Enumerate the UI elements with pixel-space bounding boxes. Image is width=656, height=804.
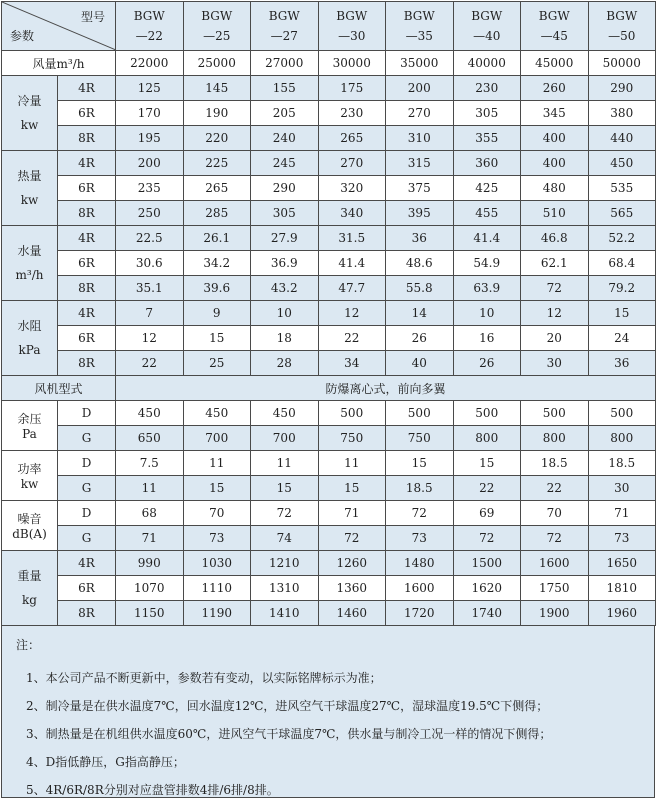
table-cell: 39.6	[183, 276, 251, 301]
row-sub-label: G	[58, 426, 116, 451]
table-cell: 1900	[521, 601, 589, 626]
row-group-label-line: 重量	[17, 569, 42, 583]
table-cell: 565	[588, 201, 656, 226]
row-group-label-line: 冷量	[17, 94, 42, 108]
table-cell: 500	[318, 401, 386, 426]
table-cell: 72	[521, 526, 589, 551]
table-cell: 26	[453, 351, 521, 376]
row-sub-label: 4R	[58, 151, 116, 176]
table-cell: 18.5	[386, 476, 454, 501]
table-cell: 72	[386, 501, 454, 526]
table-cell: 450	[116, 401, 184, 426]
table-cell: 340	[318, 201, 386, 226]
table-cell: 15	[588, 301, 656, 326]
table-cell: 72	[318, 526, 386, 551]
table-cell: 7	[116, 301, 184, 326]
table-cell: 380	[588, 101, 656, 126]
table-cell: 190	[183, 101, 251, 126]
fan-type-row	[2, 376, 656, 401]
airflow-label	[2, 51, 116, 76]
table-cell: 20	[521, 326, 589, 351]
table-row	[2, 126, 656, 151]
airflow-label-text: 风量m³/h	[32, 56, 85, 71]
table-cell: 450	[588, 151, 656, 176]
table-row	[2, 526, 656, 551]
table-cell: 16	[453, 326, 521, 351]
table-cell: 265	[318, 126, 386, 151]
row-sub-label: 8R	[58, 601, 116, 626]
table-cell: 48.6	[386, 251, 454, 276]
table-cell: 72	[521, 276, 589, 301]
table-cell: 7.5	[116, 451, 184, 476]
model-size: —50	[608, 29, 636, 43]
table-cell: 305	[453, 101, 521, 126]
table-cell: 15	[453, 451, 521, 476]
spec-table	[1, 1, 656, 626]
table-cell: 70	[183, 501, 251, 526]
notes-title: 注：	[16, 638, 41, 652]
table-cell: 320	[318, 176, 386, 201]
table-cell: 1310	[251, 576, 319, 601]
row-group-label	[2, 226, 58, 301]
table-row	[2, 226, 656, 251]
table-cell: 290	[251, 176, 319, 201]
table-cell: 400	[521, 126, 589, 151]
table-cell: 27.9	[251, 226, 319, 251]
model-size: —27	[270, 29, 298, 43]
table-cell: 73	[183, 526, 251, 551]
table-cell: 62.1	[521, 251, 589, 276]
table-cell: 230	[318, 101, 386, 126]
row-sub-label: 6R	[58, 101, 116, 126]
table-cell: 170	[116, 101, 184, 126]
table-cell: 36	[588, 351, 656, 376]
row-sub-label: 6R	[58, 576, 116, 601]
model-header	[521, 2, 589, 51]
table-cell: 24	[588, 326, 656, 351]
table-cell: 25	[183, 351, 251, 376]
table-cell: 175	[318, 76, 386, 101]
table-cell: 10	[251, 301, 319, 326]
table-row	[2, 426, 656, 451]
table-cell: 1600	[521, 551, 589, 576]
table-cell: 990	[116, 551, 184, 576]
note-item: 5、4R/6R/8R分别对应盘管排数4排/6排/8排。	[26, 783, 279, 797]
table-cell: 1030	[183, 551, 251, 576]
table-cell: 155	[251, 76, 319, 101]
notes-section	[1, 626, 655, 798]
airflow-value: 30000	[318, 51, 386, 76]
row-group-label-line: kw	[20, 193, 39, 207]
row-sub-label: 4R	[58, 76, 116, 101]
table-cell: 250	[116, 201, 184, 226]
airflow-row	[2, 51, 656, 76]
model-size: —40	[473, 29, 501, 43]
row-group-label-line: 功率	[17, 462, 42, 476]
table-row	[2, 451, 656, 476]
table-cell: 1810	[588, 576, 656, 601]
corner-model-label: 型号	[80, 10, 105, 24]
fan-type-value: 防爆离心式，前向多翼	[116, 376, 656, 401]
model-series: BGW	[538, 9, 570, 23]
table-cell: 315	[386, 151, 454, 176]
table-cell: 69	[453, 501, 521, 526]
model-header	[116, 2, 184, 51]
table-cell: 240	[251, 126, 319, 151]
model-header	[453, 2, 521, 51]
table-cell: 1150	[116, 601, 184, 626]
row-sub-label: 4R	[58, 226, 116, 251]
row-sub-label: G	[58, 476, 116, 501]
table-cell: 71	[116, 526, 184, 551]
table-cell: 800	[453, 426, 521, 451]
header-row	[2, 2, 656, 51]
table-cell: 285	[183, 201, 251, 226]
table-cell: 12	[318, 301, 386, 326]
table-cell: 265	[183, 176, 251, 201]
table-cell: 750	[318, 426, 386, 451]
table-row	[2, 551, 656, 576]
table-cell: 35.1	[116, 276, 184, 301]
table-cell: 400	[521, 151, 589, 176]
table-cell: 125	[116, 76, 184, 101]
model-header	[183, 2, 251, 51]
table-row	[2, 301, 656, 326]
table-row	[2, 176, 656, 201]
table-cell: 11	[183, 451, 251, 476]
table-cell: 1960	[588, 601, 656, 626]
table-cell: 260	[521, 76, 589, 101]
row-group-label	[2, 151, 58, 226]
table-cell: 34.2	[183, 251, 251, 276]
table-cell: 9	[183, 301, 251, 326]
model-size: —45	[540, 29, 568, 43]
table-cell: 535	[588, 176, 656, 201]
table-cell: 375	[386, 176, 454, 201]
table-cell: 200	[386, 76, 454, 101]
table-cell: 1720	[386, 601, 454, 626]
table-cell: 68	[116, 501, 184, 526]
table-cell: 30	[521, 351, 589, 376]
table-cell: 31.5	[318, 226, 386, 251]
table-cell: 225	[183, 151, 251, 176]
row-sub-label: G	[58, 526, 116, 551]
table-cell: 800	[588, 426, 656, 451]
row-group-label	[2, 301, 58, 376]
table-cell: 510	[521, 201, 589, 226]
table-cell: 18.5	[588, 451, 656, 476]
table-cell: 41.4	[318, 251, 386, 276]
row-group-label-line: m³/h	[15, 268, 44, 282]
table-cell: 1500	[453, 551, 521, 576]
table-cell: 1750	[521, 576, 589, 601]
airflow-value: 22000	[116, 51, 184, 76]
table-cell: 700	[251, 426, 319, 451]
table-cell: 10	[453, 301, 521, 326]
row-group-label-line: 水量	[17, 244, 42, 258]
table-cell: 26.1	[183, 226, 251, 251]
table-cell: 700	[183, 426, 251, 451]
table-cell: 71	[588, 501, 656, 526]
table-cell: 22	[521, 476, 589, 501]
model-series: BGW	[606, 9, 638, 23]
row-sub-label: 8R	[58, 276, 116, 301]
airflow-value: 40000	[453, 51, 521, 76]
table-cell: 235	[116, 176, 184, 201]
row-sub-label: 6R	[58, 326, 116, 351]
table-cell: 450	[251, 401, 319, 426]
table-cell: 500	[588, 401, 656, 426]
model-series: BGW	[133, 9, 165, 23]
model-header	[588, 2, 656, 51]
table-cell: 1600	[386, 576, 454, 601]
table-row	[2, 151, 656, 176]
model-series: BGW	[471, 9, 503, 23]
table-cell: 230	[453, 76, 521, 101]
spec-sheet	[1, 1, 655, 797]
note-item: 3、制热量是在机组供水温度60℃，进风空气干球温度7℃，供水量与制冷工况一样的情况下侧得；	[26, 727, 552, 741]
table-cell: 290	[588, 76, 656, 101]
table-row	[2, 401, 656, 426]
table-cell: 22	[318, 326, 386, 351]
table-cell: 22	[116, 351, 184, 376]
row-group-label-line: kw	[20, 118, 39, 132]
note-item: 2、制冷量是在供水温度7℃，回水温度12℃，进风空气干球温度27℃，湿球温度19.5℃下侧得；	[26, 699, 549, 713]
table-cell: 46.8	[521, 226, 589, 251]
model-series: BGW	[403, 9, 435, 23]
table-cell: 79.2	[588, 276, 656, 301]
table-row	[2, 251, 656, 276]
table-cell: 55.8	[386, 276, 454, 301]
notes-list	[16, 664, 654, 804]
row-sub-label: 8R	[58, 201, 116, 226]
table-cell: 345	[521, 101, 589, 126]
table-cell: 18.5	[521, 451, 589, 476]
row-group-label-line: 余压	[17, 412, 42, 426]
row-group-label	[2, 551, 58, 626]
table-cell: 1410	[251, 601, 319, 626]
row-sub-label: 6R	[58, 251, 116, 276]
table-row	[2, 276, 656, 301]
table-cell: 1620	[453, 576, 521, 601]
row-sub-label: D	[58, 501, 116, 526]
row-group-label	[2, 76, 58, 151]
row-group-label-line: kPa	[18, 343, 41, 357]
table-cell: 220	[183, 126, 251, 151]
note-item: 1、本公司产品不断更新中，参数若有变动，以实际铭牌标示为准；	[26, 671, 382, 685]
table-cell: 22	[453, 476, 521, 501]
table-row	[2, 576, 656, 601]
table-cell: 270	[318, 151, 386, 176]
table-cell: 30.6	[116, 251, 184, 276]
table-cell: 41.4	[453, 226, 521, 251]
table-cell: 1360	[318, 576, 386, 601]
model-header	[386, 2, 454, 51]
row-group-label	[2, 401, 58, 451]
table-cell: 145	[183, 76, 251, 101]
table-cell: 1110	[183, 576, 251, 601]
table-cell: 310	[386, 126, 454, 151]
table-cell: 22.5	[116, 226, 184, 251]
row-group-label-line: kg	[22, 593, 37, 607]
table-cell: 245	[251, 151, 319, 176]
table-cell: 30	[588, 476, 656, 501]
airflow-value: 35000	[386, 51, 454, 76]
table-cell: 15	[183, 476, 251, 501]
airflow-value: 27000	[251, 51, 319, 76]
table-cell: 18	[251, 326, 319, 351]
airflow-value: 50000	[588, 51, 656, 76]
row-group-label-line: Pa	[22, 427, 37, 441]
row-group-label-line: kw	[20, 477, 39, 491]
table-cell: 11	[116, 476, 184, 501]
table-row	[2, 101, 656, 126]
row-sub-label: 6R	[58, 176, 116, 201]
table-cell: 71	[318, 501, 386, 526]
table-cell: 1480	[386, 551, 454, 576]
table-cell: 270	[386, 101, 454, 126]
table-cell: 54.9	[453, 251, 521, 276]
table-cell: 34	[318, 351, 386, 376]
table-cell: 1070	[116, 576, 184, 601]
table-cell: 63.9	[453, 276, 521, 301]
row-group-label	[2, 501, 58, 551]
table-cell: 11	[251, 451, 319, 476]
table-cell: 12	[116, 326, 184, 351]
table-cell: 1650	[588, 551, 656, 576]
corner-param-label: 参数	[10, 29, 35, 43]
table-cell: 395	[386, 201, 454, 226]
table-cell: 11	[318, 451, 386, 476]
table-row	[2, 326, 656, 351]
table-cell: 28	[251, 351, 319, 376]
table-cell: 68.4	[588, 251, 656, 276]
table-cell: 40	[386, 351, 454, 376]
table-cell: 440	[588, 126, 656, 151]
table-cell: 455	[453, 201, 521, 226]
table-cell: 1740	[453, 601, 521, 626]
table-row	[2, 351, 656, 376]
table-cell: 26	[386, 326, 454, 351]
table-cell: 1210	[251, 551, 319, 576]
row-sub-label: 4R	[58, 551, 116, 576]
table-cell: 15	[318, 476, 386, 501]
table-cell: 450	[183, 401, 251, 426]
table-cell: 480	[521, 176, 589, 201]
table-row	[2, 201, 656, 226]
table-cell: 800	[521, 426, 589, 451]
table-cell: 36	[386, 226, 454, 251]
airflow-value: 45000	[521, 51, 589, 76]
row-group-label	[2, 451, 58, 501]
table-cell: 47.7	[318, 276, 386, 301]
row-sub-label: 8R	[58, 126, 116, 151]
table-cell: 52.2	[588, 226, 656, 251]
model-size: —25	[203, 29, 231, 43]
table-cell: 205	[251, 101, 319, 126]
row-sub-label: 4R	[58, 301, 116, 326]
table-row	[2, 76, 656, 101]
row-group-label-line: 噪音	[17, 512, 42, 526]
table-cell: 12	[521, 301, 589, 326]
row-group-label-line: dB(A)	[12, 527, 47, 541]
corner-cell	[2, 2, 116, 51]
table-cell: 200	[116, 151, 184, 176]
table-cell: 74	[251, 526, 319, 551]
table-cell: 73	[588, 526, 656, 551]
row-sub-label: D	[58, 451, 116, 476]
table-cell: 14	[386, 301, 454, 326]
table-cell: 1460	[318, 601, 386, 626]
table-cell: 425	[453, 176, 521, 201]
model-size: —35	[405, 29, 433, 43]
row-sub-label: 8R	[58, 351, 116, 376]
model-size: —30	[338, 29, 366, 43]
table-cell: 72	[453, 526, 521, 551]
model-series: BGW	[336, 9, 368, 23]
table-cell: 500	[386, 401, 454, 426]
model-size: —22	[135, 29, 163, 43]
table-cell: 1260	[318, 551, 386, 576]
table-cell: 305	[251, 201, 319, 226]
table-cell: 360	[453, 151, 521, 176]
table-cell: 500	[453, 401, 521, 426]
table-cell: 43.2	[251, 276, 319, 301]
table-cell: 15	[183, 326, 251, 351]
table-cell: 355	[453, 126, 521, 151]
table-row	[2, 476, 656, 501]
table-cell: 73	[386, 526, 454, 551]
airflow-value: 25000	[183, 51, 251, 76]
table-cell: 500	[521, 401, 589, 426]
row-sub-label: D	[58, 401, 116, 426]
table-cell: 36.9	[251, 251, 319, 276]
table-cell: 72	[251, 501, 319, 526]
table-cell: 750	[386, 426, 454, 451]
note-item: 4、D指低静压，G指高静压；	[26, 755, 185, 769]
table-cell: 15	[386, 451, 454, 476]
table-cell: 70	[521, 501, 589, 526]
row-group-label-line: 热量	[17, 169, 42, 183]
row-group-label-line: 水阻	[17, 319, 42, 333]
table-cell: 195	[116, 126, 184, 151]
model-header	[318, 2, 386, 51]
table-cell: 650	[116, 426, 184, 451]
table-cell: 1190	[183, 601, 251, 626]
model-header	[251, 2, 319, 51]
model-series: BGW	[201, 9, 233, 23]
fan-type-label: 风机型式	[2, 376, 116, 401]
table-cell: 15	[251, 476, 319, 501]
table-row	[2, 601, 656, 626]
table-row	[2, 501, 656, 526]
model-series: BGW	[268, 9, 300, 23]
